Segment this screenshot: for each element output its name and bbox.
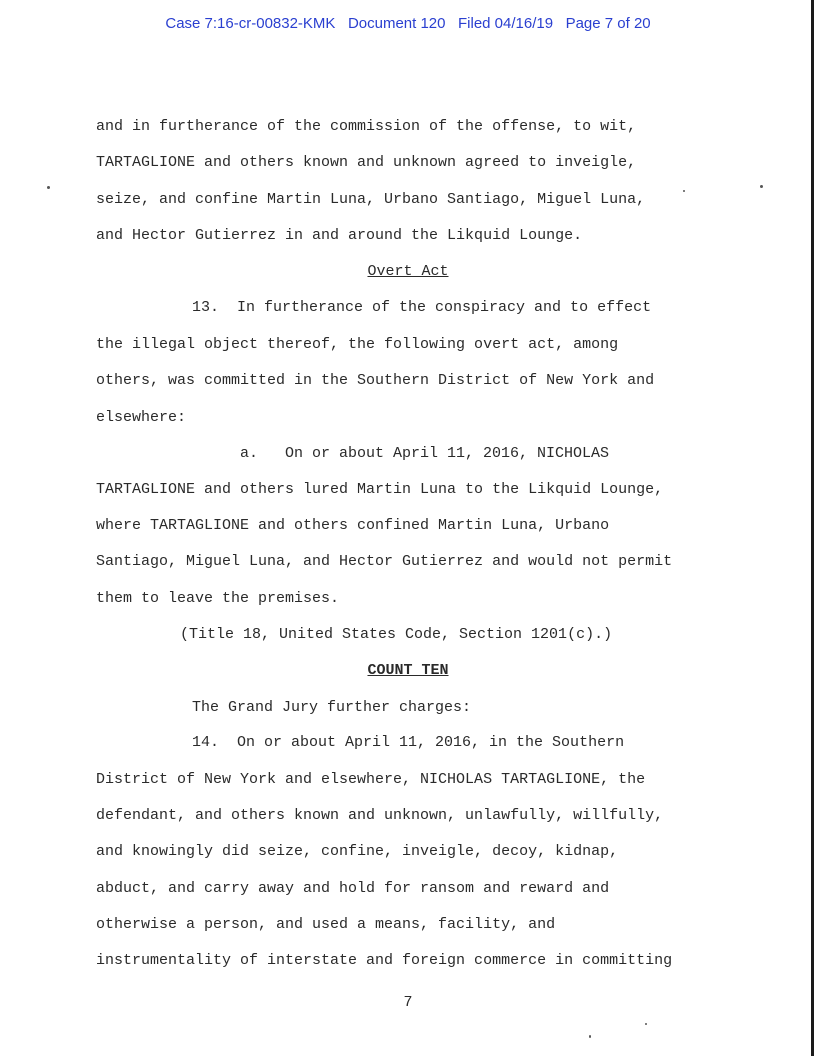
scan-speck [645, 1023, 647, 1025]
scan-speck [47, 186, 50, 189]
body-line: and in furtherance of the commission of the offense, to wit, [96, 118, 637, 135]
overt-act-heading: Overt Act [367, 263, 449, 280]
statute-citation: (Title 18, United States Code, Section 1201(c).) [180, 626, 613, 643]
body-line: TARTAGLIONE and others lured Martin Luna to the Likquid Lounge, [96, 481, 664, 498]
body-line: them to leave the premises. [96, 590, 340, 607]
body-line: 13. In furtherance of the conspiracy and to effect [192, 299, 652, 316]
body-line: instrumentality of interstate and foreign commerce in committing [96, 952, 673, 969]
body-line: and knowingly did seize, confine, inveigle, decoy, kidnap, [96, 843, 619, 860]
case-header: Case 7:16-cr-00832-KMK Document 120 Filed 04/16/19 Page 7 of 20 [165, 15, 651, 32]
body-line: elsewhere: [96, 409, 187, 426]
body-line: the illegal object thereof, the following overt act, among [96, 336, 619, 353]
body-line: defendant, and others known and unknown, unlawfully, willfully, [96, 807, 664, 824]
body-line: 14. On or about April 11, 2016, in the Southern [192, 734, 625, 751]
scan-speck [760, 185, 763, 188]
page-number: 7 [403, 994, 413, 1011]
scan-speck [589, 1035, 591, 1038]
body-line: District of New York and elsewhere, NICHOLAS TARTAGLIONE, the [96, 771, 646, 788]
body-line: a. On or about April 11, 2016, NICHOLAS [240, 445, 610, 462]
page-edge-border [811, 0, 814, 1056]
body-line: abduct, and carry away and hold for ransom and reward and [96, 880, 610, 897]
body-line: Santiago, Miguel Luna, and Hector Gutierrez and would not permit [96, 553, 673, 570]
body-line: otherwise a person, and used a means, facility, and [96, 916, 556, 933]
body-line: TARTAGLIONE and others known and unknown agreed to inveigle, [96, 154, 637, 171]
scan-speck [683, 190, 685, 192]
body-line: seize, and confine Martin Luna, Urbano Santiago, Miguel Luna, [96, 191, 646, 208]
body-line: where TARTAGLIONE and others confined Martin Luna, Urbano [96, 517, 610, 534]
body-line: and Hector Gutierrez in and around the Likquid Lounge. [96, 227, 583, 244]
count-ten-heading: COUNT TEN [367, 662, 449, 679]
body-line: others, was committed in the Southern District of New York and [96, 372, 655, 389]
grand-jury-line: The Grand Jury further charges: [192, 699, 472, 716]
